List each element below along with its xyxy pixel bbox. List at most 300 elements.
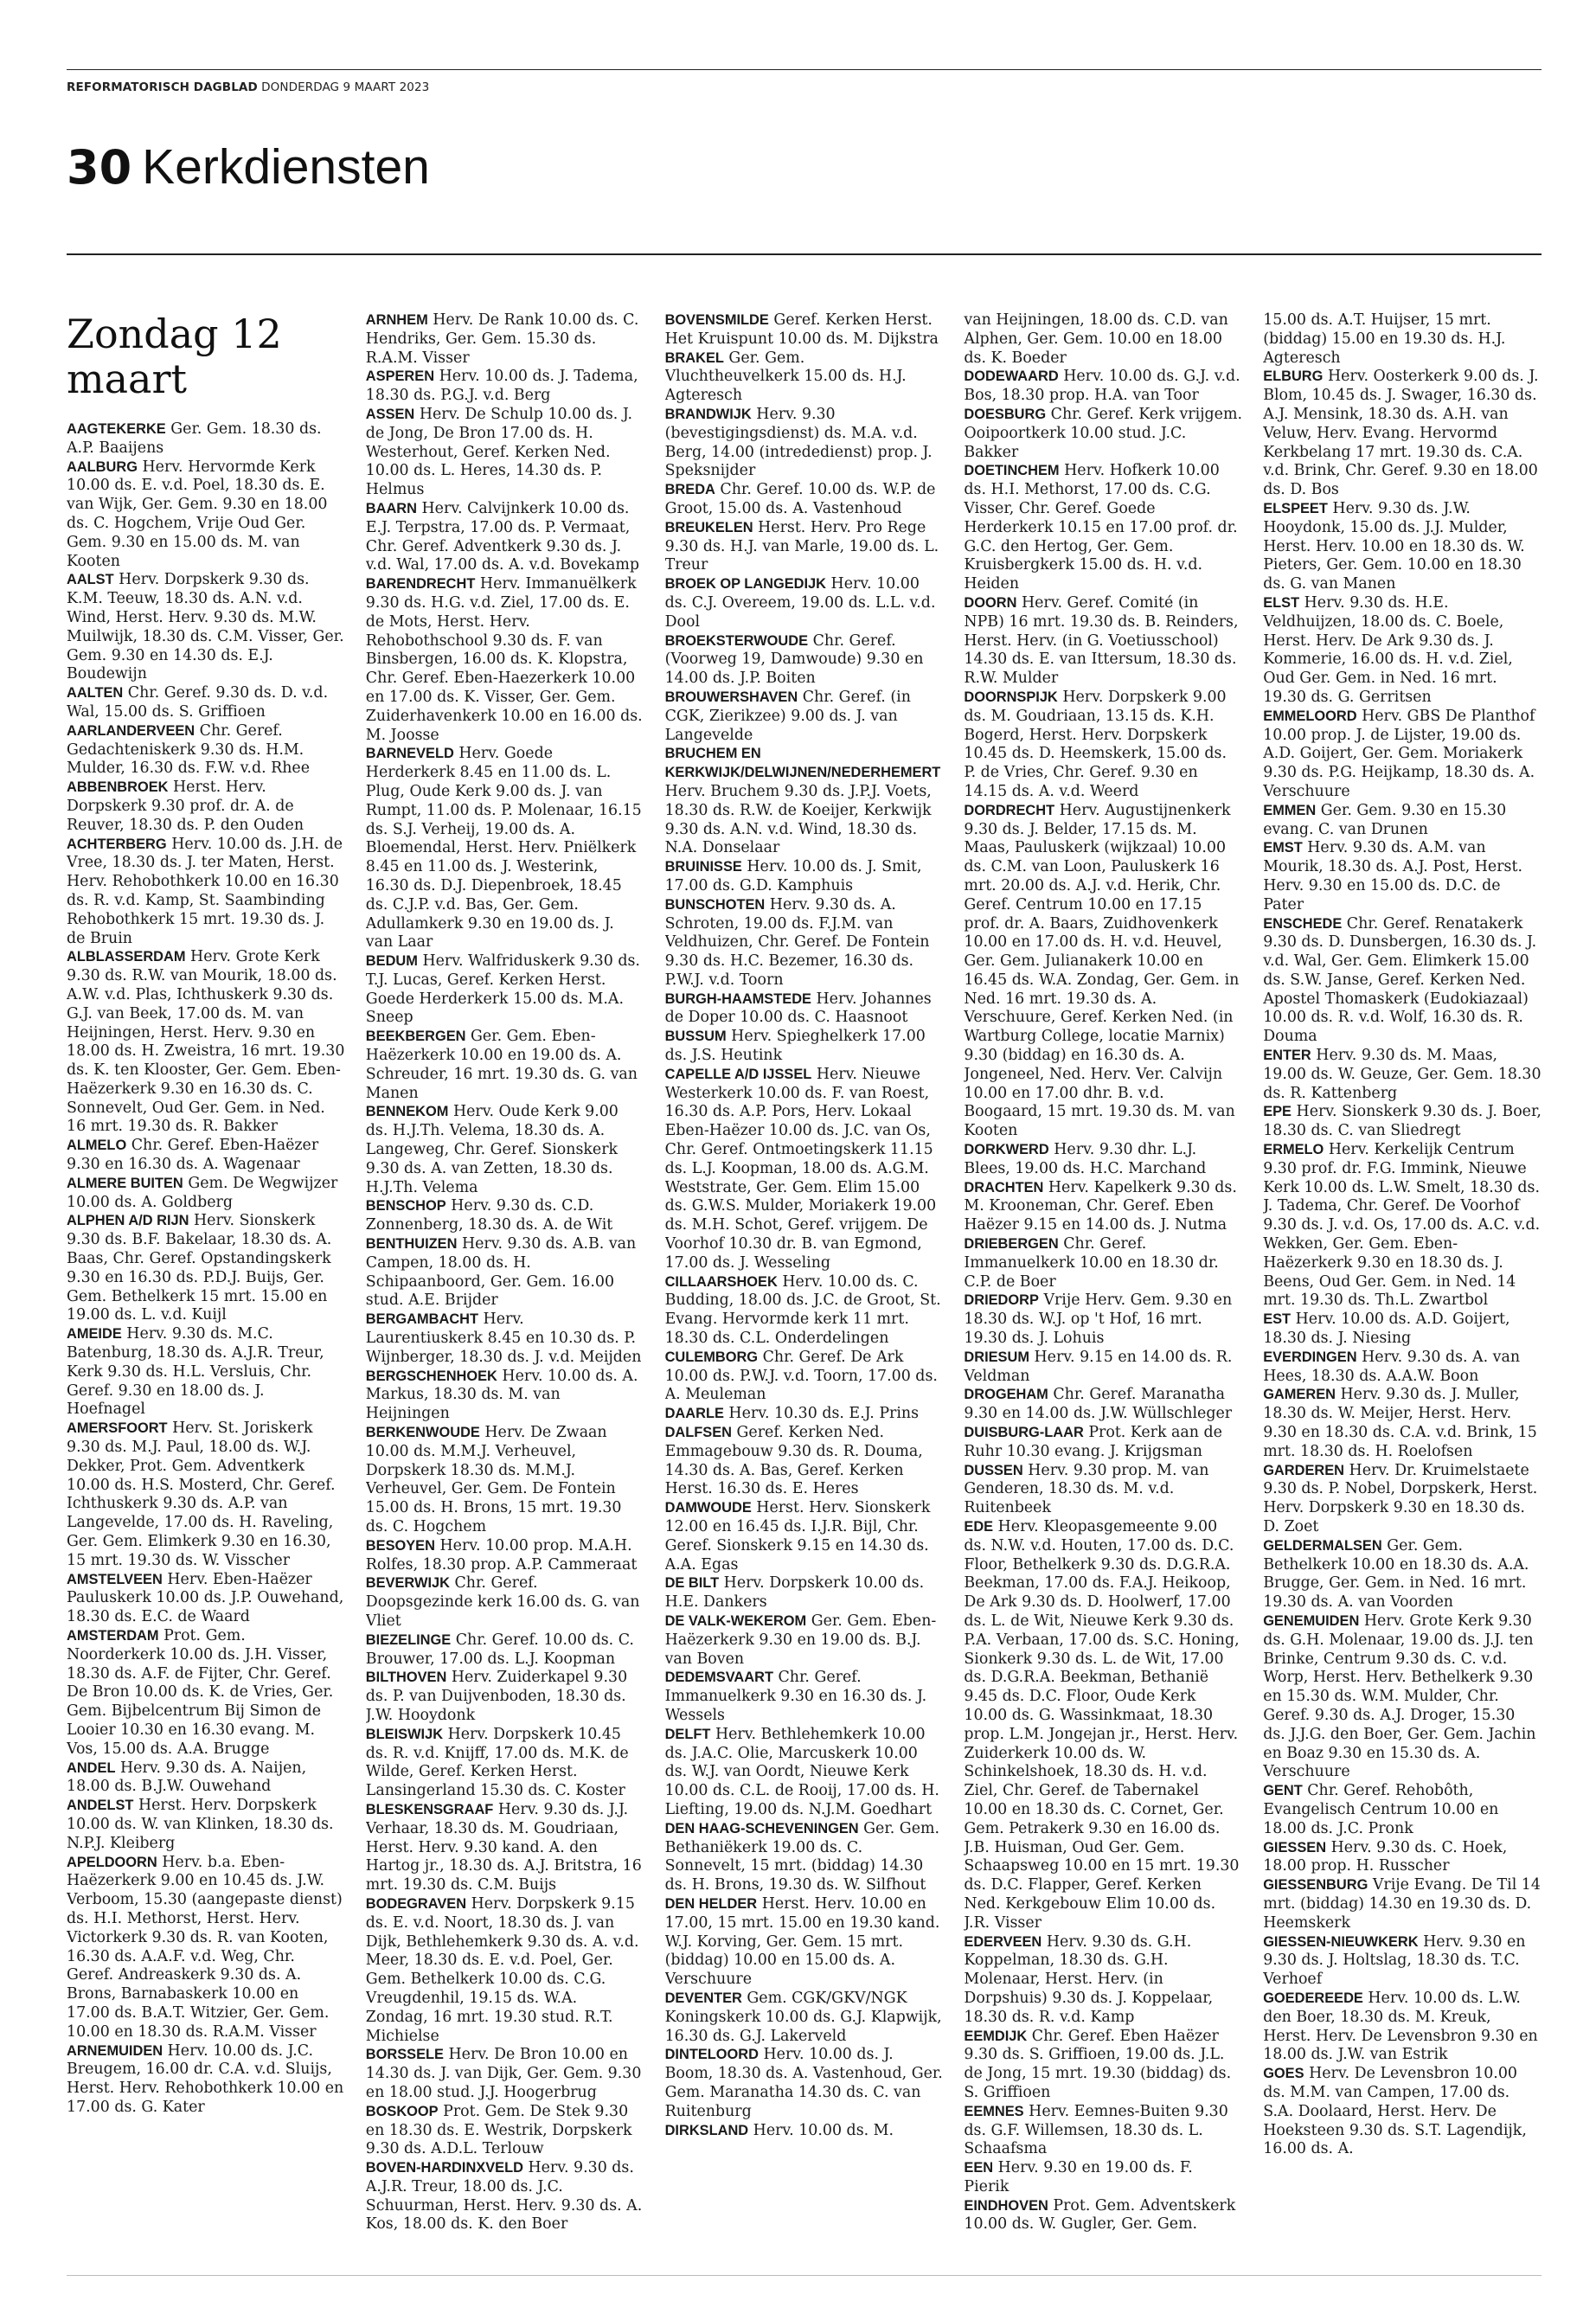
service-entry — [964, 1462, 1242, 1518]
place-name: BARENDRECHT — [365, 576, 476, 593]
service-entry — [1263, 802, 1542, 840]
service-details: Herv. b.a. Eben-Haëzerkerk 9.00 en 10.45 ds. J.W. Verboom, 15.30 (aangepaste dienst) ds. H.I. Methorst, Herst. Herv. Victorkerk 9.30 ds. R. van Kooten, 16.30 ds. A.A.F. v.d. Weg, Chr. Geref. Andreaskerk 9.30 ds. A. Brons, Barnabaskerk 10.00 en 17.00 ds. B.A.T. Witzier, Ger. Gem. 10.00 en 18.30 ds. R.A.M. Visser — [67, 1853, 343, 2041]
place-name: GAMEREN — [1263, 1387, 1336, 1403]
service-details: Herv. Grote Kerk 9.30 ds. G.H. Molenaar, 19.00 ds. J.J. ten Brinke, Centrum 9.30 ds. C. v.d. Worp, Herst. Herv. Bethelkerk 9.30 en 15.30 ds. W.M. Mulder, Chr. Geref. 9.30 ds. A.J. Droger, 15.30 ds. J.J.G. den Boer, Ger. Gem. Jachin en Boaz 9.30 en 15.30 ds. A. Verschuure — [1263, 1612, 1536, 1781]
service-details: Herv. GBS De Planthof 10.00 prop. J. de Lijster, 19.00 ds. A.D. Goijert, Ger. Gem. Moriakerk 9.30 ds. P.G. Heijkamp, 18.30 ds. A. Verschuure — [1263, 707, 1535, 800]
place-name: ALPHEN A/D RIJN — [67, 1213, 189, 1229]
place-name: ARNEMUIDEN — [67, 2042, 163, 2059]
service-entry — [1263, 1933, 1542, 1990]
place-name: BUSSUM — [664, 1029, 727, 1045]
place-name: BENNEKOM — [365, 1104, 449, 1120]
service-details: Herv. 9.30 dhr. L.J. Blees, 19.00 ds. H.C. Marchand — [964, 1141, 1207, 1177]
service-entry — [964, 368, 1242, 406]
service-details: Herv. Immanuëlkerk 9.30 ds. H.G. v.d. Ziel, 17.00 ds. E. de Mots, Herst. Herv. Rehobothschool 9.30 ds. F. van Binsbergen, 16.00 ds. K. Klopstra, Chr. Geref. Eben-Haezerkerk 10.00 en 17.00 ds. K. Visser, Ger. Gem. Zuiderhavenkerk 10.00 en 16.00 ds. M. Joosse — [365, 575, 643, 744]
service-details: Chr. Geref. Gedachteniskerk 9.30 ds. H.M. Mulder, 16.30 ds. F.W. v.d. Rhee — [67, 721, 311, 778]
service-details: Chr. Geref. De Ark 10.00 ds. P.W.J. v.d. Toorn, 17.00 ds. A. Meuleman — [664, 1348, 938, 1404]
service-entry — [366, 1801, 644, 1895]
service-entry — [1263, 1103, 1542, 1141]
service-details: Herv. 10.00 ds. M. — [753, 2121, 894, 2139]
service-details: Herv. 10.00 prop. M.A.H. Rolfes, 18.30 prop. A.P. Cammeraat — [365, 1536, 638, 1574]
service-entry — [665, 1895, 944, 1990]
service-details: Prot. Gem. Noorderkerk 10.00 ds. J.H. Visser, 18.30 ds. A.F. de Fijter, Chr. Geref. De Bron 10.00 ds. K. de Vries, Ger. Gem. Bijbelcentrum Bij Simon de Looier 10.30 en 16.30 evang. M. Vos, 15.00 ds. A.A. Brugge — [67, 1627, 334, 1758]
service-entry — [366, 1424, 644, 1537]
service-details: Herst. Herv. 10.00 en 17.00, 15 mrt. 15.00 en 19.30 kand. W.J. Korving, Ger. Gem. 15 mrt. (biddag) 10.00 en 15.00 ds. A. Verschuure — [664, 1894, 940, 1989]
service-entry — [67, 1627, 345, 1759]
place-name: BRANDWIJK — [664, 406, 752, 422]
service-details: Herv. Dorpskerk 9.15 ds. E. v.d. Noort, 18.30 ds. J. van Dijk, Bethlehemkerk 9.30 ds. A. v.d. Meer, 18.30 ds. E. v.d. Poel, Ger. Gem. Bethelkerk 10.00 ds. C.G. Vreugdenhil, 19.15 ds. W.A. Zondag, 16 mrt. 19.30 stud. R.T. Michielse — [365, 1894, 639, 2045]
service-entry — [964, 1235, 1242, 1292]
service-entry — [964, 406, 1242, 462]
service-entry — [67, 2042, 345, 2118]
service-entry — [964, 2159, 1242, 2197]
place-name: ALMERE BUITEN — [67, 1175, 183, 1191]
place-name: BLEISWIJK — [365, 1726, 444, 1742]
service-entry — [67, 1797, 345, 1853]
service-entry — [665, 745, 944, 858]
service-details: Herv. Dorpskerk 10.00 ds. H.E. Dankers — [664, 1574, 925, 1612]
place-name: ARNHEM — [365, 312, 428, 328]
place-name: GENT — [1263, 1783, 1303, 1799]
service-entry — [67, 1420, 345, 1570]
place-name: DINTELOORD — [664, 2047, 759, 2063]
service-details: Ger. Gem. Eben-Haëzerkerk 9.30 en 19.00 ds. B.J. van Boven — [664, 1612, 937, 1668]
service-details: Herv. Oosterkerk 9.00 ds. J. Blom, 10.45 ds. J. Swager, 16.30 ds. A.J. Mensink, 18.30 ds. A.H. van Veluw, Herv. Evang. Hervormd Kerkbelang 17 mrt. 19.30 ds. C.A. v.d. Brink, Chr. Geref. 9.30 en 18.00 ds. D. Bos — [1263, 368, 1539, 499]
service-details: Herv. 9.30 prop. M. van Genderen, 18.30 ds. M. v.d. Ruitenbeek — [964, 1461, 1209, 1517]
service-entry — [665, 1820, 944, 1895]
service-entry — [1263, 1876, 1542, 1932]
place-name: EMST — [1263, 840, 1303, 856]
service-entry — [366, 1197, 644, 1235]
place-name: DORKWERD — [964, 1142, 1049, 1158]
place-name: AMSTERDAM — [67, 1628, 159, 1644]
place-name: APELDOORN — [67, 1854, 157, 1870]
service-details: 15.00 ds. A.T. Huijser, 15 mrt. (biddag) 15.00 en 19.30 ds. H.J. Agteresch — [1263, 311, 1506, 367]
place-name: EEMDIJK — [964, 2028, 1028, 2044]
place-name: BILTHOVEN — [365, 1670, 447, 1686]
service-entry — [665, 1424, 944, 1499]
service-details: Herv. 10.00 ds. J.C. Breugem, 16.00 dr. C.A. v.d. Sluijs, Herst. Herv. Rehobothkerk 10.00 en 17.00 ds. G. Kater — [67, 2041, 344, 2116]
service-details: Herv. Augustijnenkerk 9.30 ds. J. Belder, 17.15 ds. M. Maas, Pauluskerk (wijkzaal) 10.00 ds. C.M. van Loon, Pauluskerk 16 mrt. 20.00 ds. A.J. v.d. Herik, Chr. Geref. Centrum 10.00 en 17.15 prof. dr. A. Baars, Zuidhovenkerk 10.00 en 17.00 ds. H. v.d. Heuvel, Ger. Gem. Julianakerk 10.00 en 16.45 ds. W.A. Zondag, Ger. Gem. in Ned. 16 mrt. 19.30 ds. A. Verschuure, Geref. Kerken Ned. (in Wartburg College, locatie Marnix) 9.30 (biddag) en 16.30 ds. A. Jongeneel, Ned. Herv. Ver. Calvijn 10.00 en 17.00 dhr. B. v.d. Boogaard, 15 mrt. 19.30 ds. M. van Kooten — [964, 801, 1240, 1140]
service-details: Herv. Goede Herderkerk 8.45 en 11.00 ds. L. Plug, Oude Kerk 9.00 ds. J. van Rumpt, 11.00 ds. P. Molenaar, 16.15 ds. S.J. Verheij, 19.00 ds. A. Bloemendal, Herst. Herv. Pniëlkerk 8.45 en 11.00 ds. J. Westerink, 16.30 ds. D.J. Diepenbroek, 18.45 ds. C.J.P. v.d. Bas, Ger. Gem. Adullamkerk 9.30 en 19.00 ds. J. van Laar — [365, 745, 642, 952]
place-name: ERMELO — [1263, 1142, 1324, 1158]
service-entry — [964, 802, 1242, 1141]
service-entry — [665, 858, 944, 896]
service-entry — [366, 1726, 644, 1801]
place-name: BENTHUIZEN — [365, 1236, 458, 1253]
column-3 — [665, 311, 944, 2249]
service-entry — [67, 420, 345, 458]
service-details: Herv. Johannes de Doper 10.00 ds. C. Haasnoot — [664, 990, 932, 1027]
service-entry — [665, 1990, 944, 2046]
service-entry — [366, 1895, 644, 2046]
service-details: Herv. 10.00 ds. G.J. v.d. Bos, 18.30 prop. H.A. van Toor — [964, 368, 1240, 405]
service-entry — [1263, 594, 1542, 708]
service-entry — [964, 462, 1242, 594]
service-entry — [67, 1137, 345, 1175]
service-details: Prot. Gem. Adventskerk 10.00 ds. W. Gugler, Ger. Gem. — [964, 2196, 1236, 2234]
service-details: Herv. Nieuwe Westerkerk 10.00 ds. F. van Roest, 16.30 ds. A.P. Pors, Herv. Lokaal Eben-Haëzer 10.00 ds. J.C. van Os, Chr. Geref. Ontmoetingskerk 11.15 ds. L.J. Koopman, 18.00 ds. A.G.M. Weststrate, Ger. Gem. Elim 15.00 ds. G.W.S. Mulder, Moriakerk 19.00 ds. M.H. Schot, Geref. vrijgem. De Voorhof 10.30 dr. B. van Egmond, 17.00 ds. J. Wesseling — [664, 1065, 937, 1272]
service-entry — [1263, 368, 1542, 500]
service-details: Herv. 9.30 ds. A. Naijen, 18.00 ds. B.J.W. Ouwehand — [67, 1759, 307, 1796]
place-name: AAGTEKERKE — [67, 421, 166, 437]
service-entry — [665, 1273, 944, 1349]
service-details: Herv. 9.30 ds. A.J.R. Treur, 18.00 ds. J.C. Schuurman, Herst. Herv. 9.30 ds. A. Kos, 18.00 ds. K. den Boer — [365, 2159, 643, 2234]
place-name: BEDUM — [365, 953, 418, 970]
place-name: AALST — [67, 572, 114, 588]
service-entry — [964, 1141, 1242, 1179]
place-name: DRIESUM — [964, 1349, 1029, 1365]
service-details: Ger. Gem. Vluchtheuvelkerk 15.00 ds. H.J. Agteresch — [664, 349, 907, 405]
place-name: ACHTERBERG — [67, 836, 167, 852]
service-entry — [1263, 1782, 1542, 1838]
service-details: Ger. Gem. 9.30 en 15.30 evang. C. van Drunen — [1263, 801, 1507, 838]
service-details: Ger. Gem. 18.30 ds. A.P. Baaijens — [67, 420, 322, 457]
place-name: GELDERMALSEN — [1263, 1537, 1382, 1554]
service-details: Herv. 10.00 ds. C.J. Overeem, 19.00 ds. L.L. v.d. Dool — [664, 575, 936, 631]
service-details: Geref. Kerken Herst. Het Kruispunt 10.00 ds. M. Dijkstra — [664, 311, 939, 348]
service-entry — [665, 990, 944, 1029]
place-name: BREDA — [664, 482, 715, 498]
service-details: Herv. 10.00 ds. J. Boom, 18.30 ds. A. Vastenhoud, Ger. Gem. Maranatha 14.30 ds. C. van Ruitenburg — [664, 2046, 943, 2120]
service-details: Herv. Calvijnkerk 10.00 ds. E.J. Terpstra, 17.00 ds. P. Vermaat, Chr. Geref. Adventkerk 9.30 ds. J. v.d. Wal, 17.00 ds. A. v.d. Bovekamp — [365, 499, 640, 574]
service-entry — [964, 1179, 1242, 1235]
place-name: ELST — [1263, 594, 1300, 611]
service-entry — [1263, 2065, 1542, 2159]
service-details: Herv. 10.00 ds. J. Tadema, 18.30 ds. P.G.J. v.d. Berg — [365, 368, 638, 405]
service-entry — [67, 571, 345, 684]
place-name: DIRKSLAND — [664, 2122, 749, 2138]
service-entry — [366, 406, 644, 500]
place-name: AALBURG — [67, 458, 138, 475]
page-number: 30 — [67, 140, 132, 195]
service-entry — [665, 1028, 944, 1066]
service-entry — [665, 1349, 944, 1405]
place-name: BOVENSMILDE — [664, 312, 769, 328]
service-entry — [67, 722, 345, 779]
place-name: BRAKEL — [664, 349, 724, 366]
service-details: Ger. Gem. Eben-Haëzerkerk 10.00 en 19.00 ds. A. Schreuder, 16 mrt. 19.30 ds. G. van Manen — [365, 1028, 638, 1102]
place-name: BESOYEN — [365, 1537, 435, 1554]
place-name: EVERDINGEN — [1263, 1349, 1357, 1365]
service-details: Herv. Sionskerk 9.30 ds. J. Boer, 18.30 ds. C. van Sliedregt — [1263, 1103, 1542, 1140]
service-details: Geref. Kerken Ned. Emmagebouw 9.30 ds. R. Douma, 14.30 ds. A. Bas, Geref. Kerken Herst. 16.30 ds. E. Heres — [664, 1424, 923, 1498]
place-name: EEN — [964, 2160, 994, 2176]
place-name: EMMEN — [1263, 802, 1317, 818]
service-details: Herv. 10.00 ds. A. Markus, 18.30 ds. M. van Heijningen — [365, 1367, 638, 1423]
service-details: Chr. Geref. Immanuelkerk 10.00 en 18.30 dr. C.P. de Boer — [964, 1235, 1219, 1291]
place-name: DELFT — [664, 1726, 711, 1742]
place-name: EST — [1263, 1311, 1292, 1328]
place-name: CAPELLE A/D IJSSEL — [664, 1066, 812, 1082]
place-name: ASPEREN — [365, 369, 435, 385]
place-name: EINDHOVEN — [964, 2197, 1048, 2214]
service-details: Ger. Gem. Bethaniëkerk 19.00 ds. C. Sonnevelt, 15 mrt. (biddag) 14.30 ds. H. Brons, 19.30 ds. W. Silfhout — [664, 1819, 939, 1894]
service-entry — [1263, 1311, 1542, 1349]
service-details: Herv. De Levensbron 10.00 ds. M.M. van Campen, 17.00 ds. S.A. Doolaard, Herst. Herv. De Hoeksteen 9.30 ds. S.T. Lagendijk, 16.00 ds. A. — [1263, 2065, 1527, 2158]
service-details: Herv. 9.30 en 19.00 ds. F. Pierik — [964, 2159, 1193, 2195]
service-entry — [665, 1066, 944, 1273]
service-entry — [366, 1631, 644, 1670]
service-details: Herv. 9.30 ds. M. Maas, 19.00 ds. W. Geuze, Ger. Gem. 18.30 ds. R. Kattenberg — [1263, 1047, 1542, 1102]
church-services-columns — [67, 311, 1542, 2249]
place-name: DOORNSPIJK — [964, 689, 1058, 705]
service-details: Herst. Herv. Dorpskerk 9.30 prof. dr. A. de Reuver, 18.30 ds. P. den Ouden — [67, 779, 304, 834]
place-name: GIESSEN — [1263, 1839, 1327, 1856]
service-entry — [1263, 1990, 1542, 2065]
service-details: Herv. 9.30 ds. H.E. Veldhuijzen, 18.00 ds. C. Boele, Herst. Herv. De Ark 9.30 ds. J. Kommerie, 16.00 ds. H. v.d. Ziel, Oud Ger. Gem. in Ned. 16 mrt. 19.30 ds. G. Gerritsen — [1263, 593, 1513, 706]
section-title: Kerkdiensten — [142, 139, 430, 195]
place-name: GARDEREN — [1263, 1462, 1344, 1478]
service-details: Herv. Zuiderkapel 9.30 ds. P. van Duijvenboden, 18.30 ds. J.W. Hooydonk — [365, 1669, 628, 1724]
place-name: DEDEMSVAART — [664, 1670, 773, 1686]
place-name: ANDELST — [67, 1798, 134, 1814]
service-entry — [67, 1759, 345, 1798]
service-entry — [665, 519, 944, 575]
service-entry — [665, 1612, 944, 1669]
service-details: Herv. St. Joriskerk 9.30 ds. M.J. Paul, 18.00 ds. W.J. Dekker, Prot. Gem. Adventkerk 10.00 ds. H.S. Mosterd, Chr. Geref. Ichthuskerk 9.30 ds. A.P. van Langevelde, 17.00 ds. H. Raveling, Ger. Gem. Elimkerk 9.30 en 16.30, 15 mrt. 19.30 ds. W. Visscher — [67, 1420, 336, 1569]
service-details: Herv. 9.30 (bevestigingsdienst) ds. M.A. v.d. Berg, 14.00 (intrededienst) prop. J. Speksnijder — [664, 405, 933, 480]
place-name: DORDRECHT — [964, 802, 1055, 818]
service-entry — [366, 1311, 644, 1367]
column-2 — [366, 311, 644, 2249]
service-entry — [665, 1574, 944, 1612]
place-name: BRUCHEM EN KERKWIJK/DELWIJNEN/NEDERHEMERT — [664, 746, 941, 781]
place-name: DEN HAAG-SCHEVENINGEN — [664, 1820, 859, 1836]
service-entry — [67, 1325, 345, 1420]
place-name: EEMNES — [964, 2103, 1024, 2119]
service-entry — [366, 2103, 644, 2159]
place-name: BUNSCHOTEN — [664, 896, 766, 913]
service-details: Chr. Geref. 10.00 ds. W.P. de Groot, 15.00 ds. A. Vastenhoud — [664, 481, 936, 517]
service-entry — [1263, 500, 1542, 594]
service-entry — [67, 1571, 345, 1627]
service-details: Herv. Bruchem 9.30 ds. J.P.J. Voets, 18.30 ds. R.W. de Koeijer, Kerkwijk 9.30 ds. A.N. v.d. Wind, 18.30 ds. N.A. Donselaar — [664, 782, 932, 857]
service-details: Herv. Walfriduskerk 9.30 ds. T.J. Lucas, Geref. Kerken Herst. Goede Herderkerk 15.00 ds. M.A. Sneep — [365, 952, 640, 1027]
service-details: Herv. 9.30 en 9.30 ds. J. Holtslag, 18.30 ds. T.C. Verhoef — [1263, 1932, 1526, 1989]
service-details: Herv. 9.30 ds. A.B. van Campen, 18.00 ds. H. Schipaanboord, Ger. Gem. 16.00 stud. A.E. Brijder — [365, 1235, 637, 1310]
service-details: Herv. Dorpskerk 10.45 ds. R. v.d. Knijff, 17.00 ds. M.K. de Wilde, Geref. Kerken Herst. Lansingerland 15.30 ds. C. Koster — [365, 1725, 629, 1800]
service-entry — [67, 1175, 345, 1213]
service-entry — [366, 368, 644, 406]
service-details: Herv. 10.00 ds. L.W. den Boer, 18.30 ds. M. Kreuk, Herst. Herv. De Levensbron 9.30 en 18.00 ds. J.W. van Estrik — [1263, 1989, 1538, 2064]
service-details: Chr. Geref. (Voorweg 19, Damwoude) 9.30 en 14.00 ds. J.P. Boiten — [664, 631, 924, 688]
service-details: Herv. Geref. Comité (in NPB) 16 mrt. 19.30 ds. B. Reinders, Herst. Herv. (in G. Voetiusschool) 14.30 ds. E. van Ittersum, 18.30 ds. R.W. Mulder — [964, 593, 1239, 688]
place-name: GENEMUIDEN — [1263, 1612, 1360, 1629]
place-name: DOORN — [964, 594, 1017, 611]
service-entry — [665, 575, 944, 631]
service-entry — [366, 500, 644, 575]
service-entry — [1263, 311, 1542, 368]
place-name: DUISBURG-LAAR — [964, 1425, 1084, 1441]
place-name: AALTEN — [67, 685, 124, 702]
service-entry — [366, 952, 644, 1028]
service-entry — [665, 1405, 944, 1424]
service-details: Chr. Geref. 10.00 ds. C. Brouwer, 17.00 ds. L.J. Koopman — [365, 1631, 634, 1668]
service-entry — [67, 836, 345, 949]
place-name: BERKENWOUDE — [365, 1425, 480, 1441]
service-entry — [366, 1235, 644, 1311]
place-name: BROEKSTERWOUDE — [664, 632, 809, 649]
service-details: Herv. 10.00 ds. J.H. de Vree, 18.30 ds. J. ter Maten, Herst. Herv. Rehobothkerk 10.00 en 16.30 ds. R. v.d. Kamp, St. Saambinding Rehobothkerk 15 mrt. 19.30 ds. J. de Bruin — [67, 835, 343, 947]
service-details: Herv. Dorpskerk 9.00 ds. M. Goudriaan, 13.15 ds. K.H. Bogerd, Herst. Herv. Dorpskerk 10.45 ds. D. Heemskerk, 15.00 ds. P. de Vries, Chr. Geref. 9.30 en 14.15 ds. A. v.d. Weerd — [964, 688, 1227, 800]
header-rule — [67, 253, 1542, 255]
place-name: BERGSCHENHOEK — [365, 1368, 497, 1384]
service-details: Prot. Gem. De Stek 9.30 en 18.30 ds. E. Westrik, Dorpskerk 9.30 ds. A.D.L. Terlouw — [365, 2102, 632, 2158]
service-entry — [1263, 1612, 1542, 1782]
service-details: Herv. De Schulp 10.00 ds. J. de Jong, De Bron 17.00 ds. H. Westerhout, Geref. Kerken Ned. 10.00 ds. L. Heres, 14.30 ds. P. Helmus — [365, 405, 633, 499]
service-details: Chr. Geref. (in CGK, Zierikzee) 9.00 ds. J. van Langevelde — [664, 688, 911, 744]
service-entry — [67, 779, 345, 835]
service-details: Herv. 9.30 ds. M.C. Batenburg, 18.30 ds. A.J.R. Treur, Kerk 9.30 ds. H.L. Versluis, Chr. Geref. 9.30 en 18.00 ds. J. Hoefnagel — [67, 1325, 324, 1419]
newspaper-name: REFORMATORISCH DAGBLAD — [67, 80, 258, 94]
service-entry — [366, 1574, 644, 1631]
running-header — [67, 80, 429, 94]
service-details: Herv. 10.30 ds. E.J. Prins — [728, 1405, 920, 1423]
place-name: BROUWERSHAVEN — [664, 689, 798, 705]
service-details: Vrije Herv. Gem. 9.30 en 18.30 ds. W.J. op 't Hof, 16 mrt. 19.30 ds. J. Lohuis — [964, 1292, 1233, 1348]
service-entry — [366, 1103, 644, 1197]
service-entry — [1263, 1839, 1542, 1877]
service-details: Herv. Sionskerk 9.30 ds. B.F. Bakelaar, 18.30 ds. A. Baas, Chr. Geref. Opstandingskerk 9.30 en 16.30 ds. P.D.J. Buijs, Ger. Gem. Bethelkerk 15 mrt. 15.00 en 19.00 ds. L. v.d. Kuijl — [67, 1212, 332, 1324]
place-name: BEEKBERGEN — [365, 1029, 466, 1045]
service-entry — [366, 1537, 644, 1575]
service-entry — [665, 1669, 944, 1725]
place-name: DAARLE — [664, 1406, 724, 1422]
service-details: Chr. Geref. Eben-Haëzer 9.30 en 16.30 ds. A. Wagenaar — [67, 1137, 319, 1174]
place-name: ELSPEET — [1263, 500, 1328, 516]
service-details: Herv. Kerkelijk Centrum 9.30 prof. dr. F.G. Immink, Nieuwe Kerk 10.00 ds. L.W. Smelt, 18.30 ds. J. Tadema, Chr. Geref. De Voorhof 9.30 ds. J. v.d. Os, 17.00 ds. A.C. v.d. Wekken, Ger. Gem. Eben-Haëzerkerk 9.30 en 18.30 ds. J. Beens, Oud Ger. Gem. in Ned. 14 mrt. 19.30 ds. Th.L. Zwartbol — [1263, 1141, 1541, 1310]
service-details: Herv. 10.00 ds. J. Smit, 17.00 ds. G.D. Kamphuis — [664, 858, 922, 894]
place-name: DROGEHAM — [964, 1387, 1048, 1403]
place-name: EPE — [1263, 1104, 1292, 1120]
place-name: ALBLASSERDAM — [67, 949, 186, 965]
service-entry — [366, 1028, 644, 1103]
edition-date: DONDERDAG 9 MAART 2023 — [261, 80, 430, 94]
service-entry — [964, 2197, 1242, 2235]
service-entry — [1263, 1349, 1542, 1387]
place-name: ANDEL — [67, 1759, 116, 1776]
service-details: Herv. 9.30 ds. A. Schroten, 19.00 ds. F.J.M. van Veldhuizen, Chr. Geref. De Fontein 9.30 ds. H.C. Bezemer, 16.30 ds. P.W.J. v.d. Toorn — [664, 895, 930, 989]
service-entry — [665, 2122, 944, 2141]
service-details: Herv. Oude Kerk 9.00 ds. H.J.Th. Velema, 18.30 ds. A. Langeweg, Chr. Geref. Sionskerk 9.30 ds. A. van Zetten, 18.30 ds. H.J.Th. Velema — [365, 1103, 619, 1196]
service-entry — [1263, 839, 1542, 914]
place-name: GIESSENBURG — [1263, 1877, 1368, 1894]
service-entry — [665, 689, 944, 745]
service-entry — [366, 745, 644, 952]
service-details: Chr. Geref. Kerk vrijgem. Ooipoortkerk 10.00 stud. J.C. Bakker — [964, 405, 1242, 461]
service-details: Herv. Kapelkerk 9.30 ds. M. Krooneman, Chr. Geref. Eben Haëzer 9.15 en 14.00 ds. J. Nutma — [964, 1178, 1237, 1234]
place-name: BREUKELEN — [664, 519, 753, 535]
place-name: BRUINISSE — [664, 859, 742, 875]
place-name: DRACHTEN — [964, 1179, 1044, 1195]
service-entry — [964, 594, 1242, 689]
service-details: Herv. Hervormde Kerk 10.00 ds. E. v.d. Poel, 18.30 ds. E. van Wijk, Ger. Gem. 9.30 en 18.00 ds. C. Hogchem, Vrije Oud Ger. Gem. 9.30 en 15.00 ds. M. van Kooten — [67, 458, 328, 570]
service-entry — [366, 1368, 644, 1424]
place-name: BORSSELE — [365, 2047, 444, 2063]
service-details: Herv. De Rank 10.00 ds. C. Hendriks, Ger. Gem. 15.30 ds. R.A.M. Visser — [365, 311, 639, 367]
service-entry — [366, 2046, 644, 2102]
place-name: DUSSEN — [964, 1462, 1023, 1478]
service-details: Herv. 9.30 ds. C. Hoek, 18.00 prop. H. Russcher — [1263, 1838, 1508, 1875]
service-details: Herv. De Bron 10.00 en 14.30 ds. J. van Dijk, Ger. Gem. 9.30 en 18.00 stud. J.J. Hoogerbrug — [365, 2046, 642, 2101]
place-name: BODEGRAVEN — [365, 1895, 467, 1912]
place-name: AARLANDERVEEN — [67, 722, 195, 739]
service-entry — [1263, 1386, 1542, 1461]
place-name: BAARN — [365, 500, 417, 516]
service-details: Herv. 9.30 ds. A. van Hees, 18.30 ds. A.A.W. Boon — [1263, 1348, 1521, 1385]
bottom-rule — [67, 2275, 1542, 2276]
service-entry — [1263, 1141, 1542, 1311]
column-4 — [964, 311, 1242, 2249]
service-details: Herst. Herv. Sionskerk 12.00 en 16.45 ds. I.J.R. Bijl, Chr. Geref. Sionskerk 9.15 en 14.30 ds. A.A. Egas — [664, 1499, 931, 1574]
place-name: DALFSEN — [664, 1425, 732, 1441]
service-entry — [964, 2103, 1242, 2159]
service-entry — [665, 481, 944, 519]
service-entry — [366, 575, 644, 745]
place-name: BIEZELINGE — [365, 1631, 452, 1648]
service-details: Herst. Herv. Dorpskerk 10.00 ds. W. van Klinken, 18.30 ds. N.P.J. Kleiberg — [67, 1797, 334, 1852]
service-details: Chr. Geref. 9.30 ds. D. v.d. Wal, 15.00 ds. S. Griffioen — [67, 684, 329, 721]
service-details: Herv. Eben-Haëzer Pauluskerk 10.00 ds. J.P. Ouwehand, 18.30 ds. E.C. de Waard — [67, 1570, 344, 1626]
place-name: GIESSEN-NIEUWKERK — [1263, 1933, 1419, 1950]
service-entry — [665, 311, 944, 349]
place-name: ENTER — [1263, 1048, 1311, 1064]
place-name: BEVERWIJK — [365, 1575, 450, 1592]
service-entry — [366, 1669, 644, 1725]
place-name: DE BILT — [664, 1575, 720, 1592]
service-entry — [1263, 1537, 1542, 1612]
service-details: Herst. Herv. Pro Rege 9.30 ds. H.J. van Marle, 19.00 ds. L. Treur — [664, 518, 939, 574]
place-name: ABBENBROEK — [67, 779, 169, 796]
service-entry — [67, 1212, 345, 1325]
service-entry — [964, 1424, 1242, 1462]
service-details: Chr. Geref. Maranatha 9.30 en 14.00 ds. J.W. Wüllschleger — [964, 1386, 1233, 1423]
place-name: BLESKENSGRAAF — [365, 1801, 494, 1817]
place-name: CULEMBORG — [664, 1349, 759, 1365]
service-details: Chr. Geref. Immanuelkerk 9.30 en 16.30 ds. J. Wessels — [664, 1669, 927, 1724]
place-name: ENSCHEDE — [1263, 915, 1343, 932]
place-name: CILLAARSHOEK — [664, 1273, 778, 1290]
place-name: ELBURG — [1263, 369, 1324, 385]
service-details: Herv. Laurentiuskerk 8.45 en 10.30 ds. P. Wijnberger, 18.30 ds. J. v.d. Meijden — [365, 1311, 642, 1366]
service-details: Herv. 9.30 ds. C.D. Zonnenberg, 18.30 ds. A. de Wit — [365, 1197, 613, 1234]
service-details: Herv. 9.30 ds. A.M. van Mourik, 18.30 ds. A.J. Post, Herst. Herv. 9.30 en 15.00 ds. D.C. de Pater — [1263, 839, 1522, 913]
service-details: Prot. Kerk aan de Ruhr 10.30 evang. J. Krijgsman — [964, 1424, 1222, 1460]
service-entry — [665, 1499, 944, 1574]
place-name: AMEIDE — [67, 1326, 122, 1343]
place-name: DRIEDORP — [964, 1292, 1039, 1309]
service-entry — [1263, 708, 1542, 802]
service-entry — [1263, 1462, 1542, 1537]
service-entry — [964, 1933, 1242, 2028]
place-name: BOVEN-HARDINXVELD — [365, 2160, 523, 2176]
place-name: ASSEN — [365, 406, 415, 422]
service-entry — [67, 948, 345, 1137]
service-details: Herv. 9.15 en 14.00 ds. R. Veldman — [964, 1348, 1233, 1385]
service-entry — [964, 1386, 1242, 1424]
service-entry — [964, 689, 1242, 802]
page-header — [67, 138, 430, 195]
service-entry — [665, 349, 944, 406]
service-details: Herv. Dorpskerk 9.30 ds. K.M. Teeuw, 18.30 ds. A.N. v.d. Wind, Herst. Herv. 9.30 ds. M.W. Muilwijk, 18.30 ds. C.M. Visser, Ger. Gem. 9.30 en 14.30 ds. E.J. Boudewijn — [67, 571, 344, 683]
place-name: ALMELO — [67, 1138, 127, 1154]
place-name: EMMELOORD — [1263, 708, 1357, 724]
place-name: DODEWAARD — [964, 369, 1059, 385]
service-entry — [366, 311, 644, 368]
service-details: Herv. 9.30 ds. J.J. Verhaar, 18.30 ds. M. Goudriaan, Herst. Herv. 9.30 kand. A. den Hartog jr., 18.30 ds. A.J. Britstra, 16 mrt. 19.30 ds. C.M. Buijs — [365, 1800, 642, 1894]
service-details: Chr. Geref. Rehobôth, Evangelisch Centrum 10.00 en 18.00 ds. J.C. Pronk — [1263, 1782, 1499, 1837]
place-name: GOEDEREEDE — [1263, 1990, 1363, 2006]
